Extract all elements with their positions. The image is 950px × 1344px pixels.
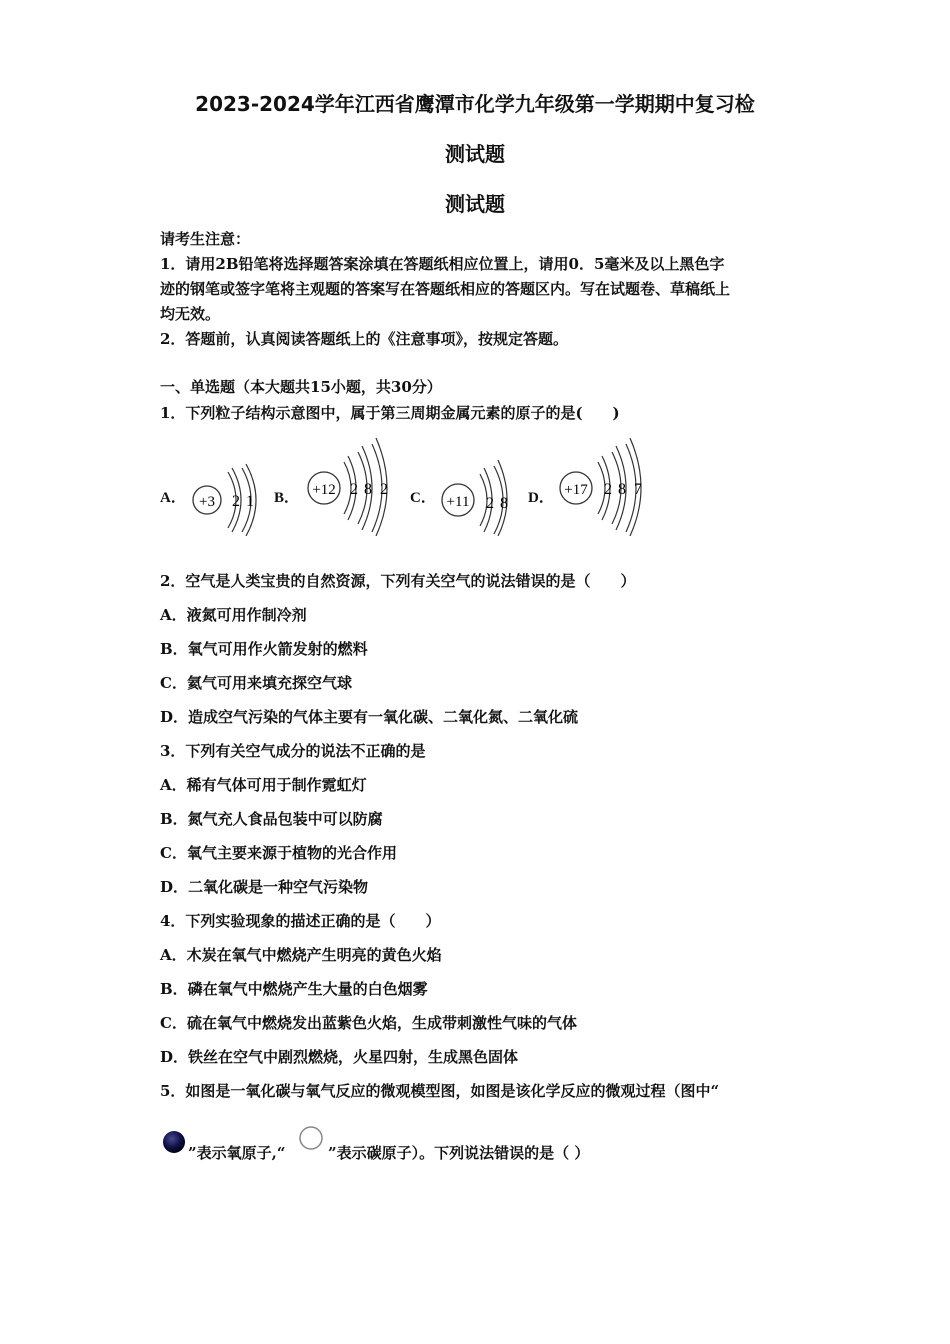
- atom-diagram-b: [300, 436, 400, 536]
- q2-option-a: A．液氮可用作制冷剂: [160, 606, 307, 624]
- notice-item-1: 1．请用2B铅笔将选择题答案涂填在答题纸相应位置上，请用0．5毫米及以上黑色字: [160, 255, 725, 273]
- q2-option-d: D．造成空气污染的气体主要有一氧化碳、二氧化氮、二氧化硫: [160, 708, 579, 726]
- shell-electrons: 2: [232, 493, 240, 510]
- q5-legend-oxygen-text: ”表示氧原子,“: [188, 1144, 286, 1162]
- q2-option-c: C．氦气可用来填充探空气球: [160, 674, 352, 692]
- shell-electrons: 2: [486, 495, 494, 512]
- q2-option-b: B．氧气可用作火箭发射的燃料: [160, 640, 368, 658]
- q1-option-a-label: A．: [160, 490, 186, 506]
- q4-option-b: B．磷在氧气中燃烧产生大量的白色烟雾: [160, 980, 428, 998]
- carbon-atom-icon: [296, 1124, 326, 1154]
- question-5-stem: 5．如图是一氧化碳与氧气反应的微观模型图，如图是该化学反应的微观过程（图中“: [160, 1082, 720, 1100]
- shell-electrons: 7: [634, 481, 642, 498]
- page-title-line2: 测试题: [445, 142, 505, 166]
- atom-diagram-c: [436, 456, 516, 536]
- notice-item-1-end: 均无效。: [160, 305, 221, 323]
- nucleus-charge: +11: [446, 494, 470, 510]
- shell-electrons: 2: [380, 481, 388, 498]
- q5-legend-carbon-text: ”表示碳原子）。下列说法错误的是（ ）: [328, 1144, 590, 1162]
- section-heading: 一、单选题（本大题共15小题，共30分）: [160, 378, 442, 396]
- question-1-stem: 1．下列粒子结构示意图中，属于第三周期金属元素的原子的是( ): [160, 404, 620, 422]
- page-subtitle: 测试题: [445, 192, 505, 216]
- shell-electrons: 8: [500, 495, 508, 512]
- q1-option-d-label: D．: [528, 490, 554, 506]
- q3-option-a: A．稀有气体可用于制作霓虹灯: [160, 776, 367, 794]
- q4-option-a: A．木炭在氧气中燃烧产生明亮的黄色火焰: [160, 946, 442, 964]
- notice-heading: 请考生注意：: [160, 230, 251, 248]
- question-4-stem: 4．下列实验现象的描述正确的是（ ）: [160, 912, 441, 930]
- q1-option-b-label: B．: [274, 490, 300, 506]
- shell-electrons: 8: [364, 481, 372, 498]
- shell-electrons: 1: [246, 493, 254, 510]
- question-2-stem: 2．空气是人类宝贵的自然资源，下列有关空气的说法错误的是（ ）: [160, 572, 636, 590]
- page-title: 2023-2024学年江西省鹰潭市化学九年级第一学期期中复习检: [195, 92, 755, 116]
- atom-diagram-d: [554, 436, 654, 536]
- q1-option-c-label: C．: [410, 490, 436, 506]
- question-3-stem: 3．下列有关空气成分的说法不正确的是: [160, 742, 426, 760]
- shell-electrons: 8: [618, 481, 626, 498]
- shell-electrons: 2: [604, 481, 612, 498]
- notice-item-2: 2．答题前，认真阅读答题纸上的《注意事项》，按规定答题。: [160, 330, 568, 348]
- q3-option-c: C．氧气主要来源于植物的光合作用: [160, 844, 397, 862]
- nucleus-charge: +17: [564, 482, 588, 498]
- shell-electrons: 2: [350, 481, 358, 498]
- notice-item-1-cont: 迹的钢笔或签字笔将主观题的答案写在答题纸相应的答题区内。写在试题卷、草稿纸上: [160, 280, 731, 298]
- atom-diagram-a: [186, 456, 266, 536]
- q3-option-d: D．二氧化碳是一种空气污染物: [160, 878, 369, 896]
- nucleus-charge: +3: [199, 494, 215, 510]
- q4-option-d: D．铁丝在空气中剧烈燃烧，火星四射，生成黑色固体: [160, 1048, 519, 1066]
- nucleus-charge: +12: [312, 482, 336, 498]
- q4-option-c: C．硫在氧气中燃烧发出蓝紫色火焰，生成带刺激性气味的气体: [160, 1014, 577, 1032]
- oxygen-atom-icon: [160, 1128, 188, 1156]
- q3-option-b: B．氮气充人食品包装中可以防腐: [160, 810, 383, 828]
